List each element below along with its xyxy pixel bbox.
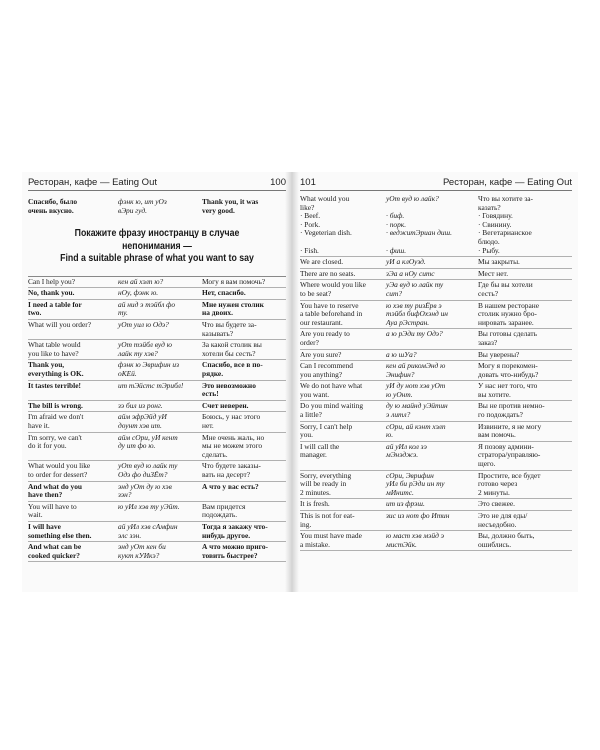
table-row: [28, 381, 286, 401]
table-row: [28, 433, 286, 462]
table-row: [300, 257, 572, 269]
right-page-number: 101: [300, 177, 316, 188]
section-heading: Покажите фразу иностранцу в случае непонимания — Find a suitable phrase of what you want to say: [60, 228, 254, 265]
english-phrase: What would you like? · Beef. · Pork. · Vegeterian dish. · Fish.: [300, 194, 352, 255]
transcription: а ю рЭди ту Одэ?: [386, 329, 443, 339]
russian-phrase: Мест нет.: [478, 268, 509, 278]
russian-phrase: А что у вас есть?: [202, 481, 259, 491]
transcription: уОт вуд ю лайк ту Одэ фо диЗЁт?: [118, 461, 178, 479]
russian-phrase: А что можно приго- товить быстрее?: [202, 542, 268, 560]
table-row: [300, 471, 572, 500]
english-phrase: You have to reserve a table beforehand in our restaurant.: [300, 300, 363, 327]
book-gutter: [285, 172, 299, 592]
table-row: [300, 301, 572, 330]
english-phrase: It is fresh.: [300, 499, 330, 509]
table-row: [300, 531, 572, 551]
russian-phrase: Могу я вам помочь?: [202, 276, 266, 286]
english-phrase: Are you ready to order?: [300, 329, 350, 347]
left-header-title: Ресторан, кафе — Eating Out: [28, 177, 157, 188]
russian-phrase: Это свежее.: [478, 499, 515, 509]
english-phrase: What will you order?: [28, 320, 92, 330]
english-phrase: The bill is wrong.: [28, 400, 83, 410]
english-phrase: Can I recommend you anything?: [300, 361, 353, 379]
russian-phrase: Это не для еды/ несъедобно.: [478, 511, 528, 529]
english-phrase: We do not have what you want.: [300, 381, 363, 399]
english-phrase: What table would you like to have?: [28, 340, 81, 358]
russian-phrase: Что будете заказы- вать на десерт?: [202, 461, 261, 479]
transcription: фэнк ю Эврифин из оКЕй.: [118, 360, 180, 379]
table-row: [28, 522, 286, 542]
transcription: ду ю майнд уЭйтин э литл?: [386, 401, 448, 420]
table-row: [28, 401, 286, 413]
english-phrase: Sorry, everything will be ready in 2 minutes.: [300, 470, 352, 497]
left-page: [28, 176, 286, 562]
transcription: уИ ду нот хэв уОт ю уОнт.: [386, 381, 446, 399]
russian-phrase: Извините, я не могу вам помочь.: [478, 421, 542, 440]
russian-phrase: За какой столик вы хотели бы сесть?: [202, 340, 262, 358]
russian-phrase: Вы готовы сделать заказ?: [478, 329, 538, 347]
transcription: энд уОт ду ю хэв зэн?: [118, 481, 172, 500]
russian-phrase: Тогда я закажу что- нибудь другое.: [202, 521, 268, 540]
english-phrase: I will call the manager.: [300, 441, 340, 460]
table-row: [300, 422, 572, 442]
russian-phrase: Вы, должно быть, ошиблись.: [478, 531, 535, 549]
russian-phrase: Могу я порекомен- довать что-нибудь?: [478, 361, 539, 379]
left-running-header: [28, 176, 286, 191]
transcription: кен ай рикомЭнд ю Энифин?: [386, 361, 446, 379]
table-row: [28, 300, 286, 320]
russian-phrase: Я позову админи- стратора/управляю- щего.: [478, 441, 541, 469]
transcription: уОт тэйбл вуд ю лайк ту хэв?: [118, 340, 172, 358]
table-row: [28, 340, 286, 360]
top-row-russian: Спасибо, было очень вкусно.: [28, 197, 78, 215]
english-phrase: You must have made a mistake.: [300, 531, 362, 549]
russian-phrase: В нашем ресторане столик нужно бро- нировать заранее.: [478, 300, 539, 327]
transcription: ю уИл хэв ту уЭйт.: [118, 501, 180, 511]
left-top-row: [28, 197, 286, 216]
russian-phrase: Вам придется подождать.: [202, 501, 246, 520]
right-running-header: [300, 176, 572, 191]
table-row: [28, 461, 286, 481]
english-phrase: You will have to wait.: [28, 501, 77, 520]
transcription: ю хэв ту ризЁрв э тэйбл бифОхэнд ин Ауа рЭстран.: [386, 300, 448, 327]
table-row: [300, 499, 572, 511]
transcription: энд уОт кен би кукт кУИкэ?: [118, 542, 166, 560]
top-row-transcription: фэнк ю, ит уОз вЭри гуд.: [118, 197, 167, 215]
transcription: зЭа а нОу ситс: [386, 268, 435, 278]
russian-phrase: Мне очень жаль, но мы не можем этого сделать.: [202, 432, 265, 459]
russian-phrase: Где бы вы хотели сесть?: [478, 280, 533, 298]
table-row: [300, 511, 572, 531]
russian-phrase: Что вы будете за- казывать?: [202, 320, 257, 338]
english-phrase: I need a table for two.: [28, 299, 82, 318]
english-phrase: And what do you have then?: [28, 481, 83, 500]
table-row: [28, 502, 286, 522]
transcription: айм эфрЭйд уИ доунт хэв ит.: [118, 412, 167, 430]
table-row: [300, 350, 572, 362]
table-row: [28, 482, 286, 502]
english-phrase: What would you like to order for dessert?: [28, 461, 91, 479]
table-row: [300, 401, 572, 421]
english-phrase: And what can be cooked quicker?: [28, 542, 82, 560]
english-phrase: Thank you, everything is OK.: [28, 360, 84, 379]
russian-phrase: Простите, все будет готово через 2 минуты.: [478, 470, 541, 497]
english-phrase: Can I help you?: [28, 276, 75, 286]
transcription: уОт уил ю Одэ?: [118, 320, 169, 330]
right-phrase-table: [300, 194, 572, 551]
english-phrase: Are you sure?: [300, 349, 342, 359]
russian-phrase: Счет неверен.: [202, 400, 249, 410]
english-phrase: This is not for eat- ing.: [300, 511, 355, 529]
transcription: а ю шУа?: [386, 349, 417, 359]
russian-phrase: Нет, спасибо.: [202, 288, 246, 298]
russian-phrase: Спасибо, все в по- рядке.: [202, 360, 263, 379]
transcription: ит тЭйстс тЭрибл!: [118, 380, 184, 390]
russian-phrase: Мы закрыты.: [478, 257, 520, 267]
table-row: [300, 280, 572, 300]
transcription: нОу, фэнк ю.: [118, 288, 159, 298]
table-row: [300, 442, 572, 471]
english-phrase: No, thank you.: [28, 288, 75, 298]
transcription: уОт вуд ю лайк? · биф. · порк. · веджитЭриан диш. · фиш.: [386, 194, 452, 255]
top-row-english: Thank you, it was very good.: [202, 197, 259, 215]
table-row: [300, 381, 572, 401]
english-phrase: It tastes terrible!: [28, 380, 81, 390]
russian-phrase: Боюсь, у нас этого нет.: [202, 412, 261, 430]
table-row: [28, 412, 286, 432]
transcription: ай нид э тэйбл фо ту.: [118, 299, 176, 318]
russian-phrase: Вы не против немно- го подождать?: [478, 401, 545, 420]
right-page: [300, 176, 572, 551]
russian-phrase: Что вы хотите за- казать? · Говядину. · Свинину. · Вегетарианское блюдо. · Рыбу.: [478, 194, 533, 255]
transcription: сОри, ай кэнт хэлп ю.: [386, 421, 446, 440]
russian-phrase: Мне нужен столик на двоих.: [202, 299, 264, 318]
table-row: [28, 277, 286, 289]
transcription: ю маст хэв мэйд э мистЭйк.: [386, 531, 444, 549]
left-page-number: 100: [270, 177, 286, 188]
transcription: кен ай хэлп ю?: [118, 276, 164, 286]
english-phrase: We are closed.: [300, 257, 344, 267]
table-row: [28, 542, 286, 562]
english-phrase: Do you mind waiting a little?: [300, 401, 364, 420]
transcription: ай уИл кол зэ мЭнэджэ.: [386, 441, 427, 460]
russian-phrase: Это невозможно есть!: [202, 380, 256, 399]
english-phrase: I'm afraid we don't have it.: [28, 412, 84, 430]
left-phrase-table: [28, 277, 286, 563]
table-row: [28, 320, 286, 340]
transcription: сОри, Эврифин уИл би рЭди ин ту мИнитс.: [386, 470, 445, 497]
transcription: зэ бил из ронг.: [118, 400, 163, 410]
transcription: зис из нот фо Итин: [386, 511, 450, 520]
english-phrase: There are no seats.: [300, 268, 356, 278]
table-row: [300, 194, 572, 257]
table-row: [300, 269, 572, 281]
russian-phrase: Вы уверены?: [478, 349, 520, 359]
right-header-title: Ресторан, кафе — Eating Out: [443, 177, 572, 188]
table-row: [300, 329, 572, 349]
transcription: айм сОри, уИ кент ду ит фо ю.: [118, 432, 178, 451]
english-phrase: I will have something else then.: [28, 521, 92, 540]
transcription: уЭа вуд ю лайк ту сит?: [386, 280, 444, 298]
transcription: ит из фрэш.: [386, 499, 425, 509]
english-phrase: I'm sorry, we can't do it for you.: [28, 432, 82, 451]
russian-phrase: У нас нет того, что вы хотите.: [478, 381, 538, 399]
table-row: [28, 360, 286, 380]
english-phrase: Where would you like to be seat?: [300, 280, 366, 298]
table-row: [300, 361, 572, 381]
transcription: ай уИл хэв сАмфин элс зэн.: [118, 521, 178, 540]
transcription: уИ а клОузд.: [386, 257, 426, 267]
table-row: [28, 288, 286, 300]
english-phrase: Sorry, I can't help you.: [300, 421, 353, 440]
